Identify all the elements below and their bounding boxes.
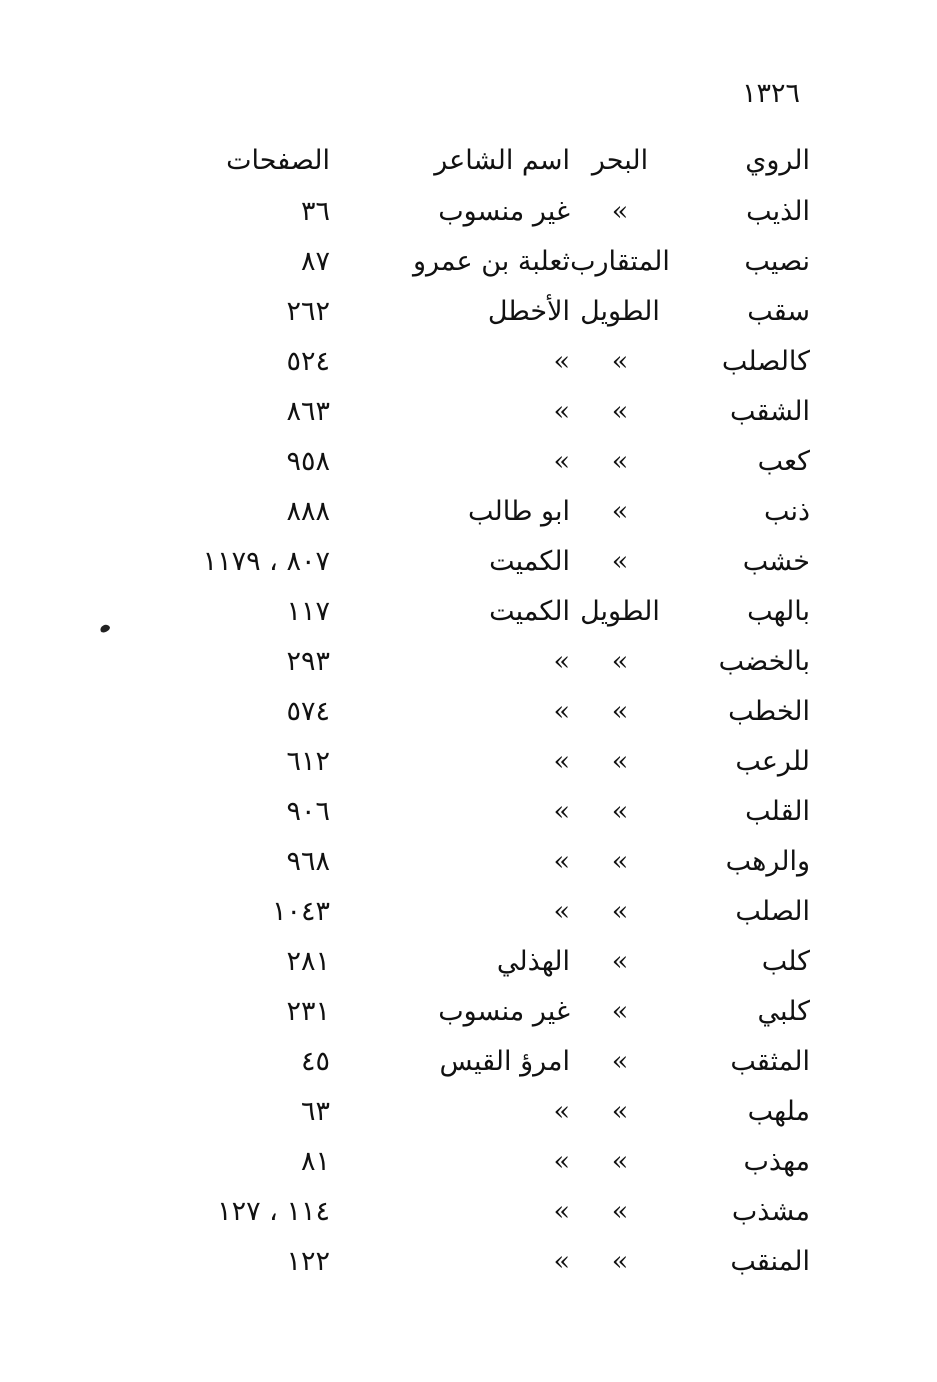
cell-rawi: ذنب: [763, 496, 810, 527]
table-row: [150, 1087, 810, 1137]
cell-poet: الأخطل: [487, 296, 570, 327]
cell-bahr: »: [611, 396, 629, 427]
cell-pages: ٨٠٧ ، ١١٧٩: [202, 546, 330, 577]
cell-bahr: »: [611, 996, 629, 1027]
cell-poet: الكميت: [489, 596, 570, 627]
cell-rawi: للرعب: [735, 746, 810, 777]
header-poet: اسم الشاعر: [434, 145, 570, 176]
cell-bahr: »: [611, 1246, 629, 1277]
cell-poet: »: [553, 346, 570, 377]
cell-pages: ٣٦: [300, 196, 330, 227]
cell-poet: »: [553, 1146, 570, 1177]
cell-pages: ٨١: [300, 1146, 330, 1177]
cell-rawi: والرهب: [725, 846, 810, 877]
cell-rawi: كلبي: [757, 996, 810, 1027]
cell-bahr: »: [611, 846, 629, 877]
cell-pages: ٩٦٨: [286, 846, 330, 877]
table-row: [150, 687, 810, 737]
table-body: [150, 187, 810, 1287]
cell-pages: ٩٥٨: [286, 446, 330, 477]
cell-bahr: »: [611, 496, 629, 527]
table-row: [150, 887, 810, 937]
cell-pages: ٢٩٣: [286, 646, 330, 677]
cell-bahr: »: [611, 696, 629, 727]
cell-rawi: مهذب: [743, 1146, 810, 1177]
cell-rawi: كعب: [757, 446, 810, 477]
cell-rawi: كلب: [761, 946, 810, 977]
table-row: [150, 1187, 810, 1237]
cell-pages: ٤٥: [300, 1046, 330, 1077]
cell-rawi: نصيب: [744, 246, 810, 277]
cell-bahr: الطويل: [580, 596, 660, 627]
table-row: [150, 737, 810, 787]
cell-poet: ثعلبة بن عمرو: [413, 246, 570, 277]
cell-rawi: بالهب: [747, 596, 810, 627]
cell-poet: غير منسوب: [438, 196, 570, 227]
cell-pages: ٩٠٦: [286, 796, 330, 827]
table-row: [150, 487, 810, 537]
table-row: [150, 237, 810, 287]
cell-pages: ٥٧٤: [286, 696, 330, 727]
cell-poet: غير منسوب: [438, 996, 570, 1027]
cell-poet: »: [553, 646, 570, 677]
cell-rawi: الشقب: [730, 396, 810, 427]
cell-bahr: الطويل: [580, 296, 660, 327]
header-bahr: البحر: [591, 145, 649, 176]
cell-pages: ٦٣: [300, 1096, 330, 1127]
cell-bahr: »: [611, 1046, 629, 1077]
cell-rawi: ملهب: [747, 1096, 810, 1127]
cell-poet: امرؤ القيس: [439, 1046, 570, 1077]
cell-poet: ابو طالب: [467, 496, 570, 527]
cell-rawi: كالصلب: [721, 346, 810, 377]
table-row: [150, 987, 810, 1037]
ink-mark: [99, 623, 111, 634]
cell-pages: ٨٧: [300, 246, 330, 277]
cell-pages: ١٠٤٣: [271, 896, 330, 927]
cell-poet: »: [553, 446, 570, 477]
header-pages: الصفحات: [226, 145, 330, 176]
table-row: [150, 1237, 810, 1287]
cell-bahr: »: [611, 746, 629, 777]
cell-poet: الهذلي: [496, 946, 570, 977]
table-row: [150, 287, 810, 337]
cell-bahr: »: [611, 946, 629, 977]
table-row: [150, 187, 810, 237]
table-row: [150, 787, 810, 837]
cell-rawi: القلب: [745, 796, 810, 827]
cell-bahr: »: [611, 1146, 629, 1177]
table-row: [150, 937, 810, 987]
cell-pages: ١١٤ ، ١٢٧: [217, 1196, 330, 1227]
rhyme-index-table: [150, 135, 810, 1287]
cell-poet: »: [553, 746, 570, 777]
cell-poet: »: [553, 846, 570, 877]
cell-pages: ٨٨٨: [286, 496, 330, 527]
cell-bahr: »: [611, 1196, 629, 1227]
cell-rawi: المثقب: [730, 1046, 810, 1077]
cell-rawi: بالخضب: [718, 646, 810, 677]
cell-rawi: المنقب: [730, 1246, 810, 1277]
cell-bahr: »: [611, 346, 629, 377]
cell-pages: ١٢٢: [286, 1246, 330, 1277]
cell-pages: ١١٧: [286, 596, 330, 627]
table-row: [150, 837, 810, 887]
table-row: [150, 637, 810, 687]
table-row: [150, 1137, 810, 1187]
cell-poet: الكميت: [489, 546, 570, 577]
cell-rawi: الخطب: [728, 696, 810, 727]
cell-poet: »: [553, 896, 570, 927]
table-header: [150, 135, 810, 187]
cell-pages: ٢٣١: [286, 996, 330, 1027]
cell-pages: ٥٢٤: [286, 346, 330, 377]
cell-pages: ٨٦٣: [286, 396, 330, 427]
cell-poet: »: [553, 1196, 570, 1227]
cell-pages: ٢٦٢: [286, 296, 330, 327]
table-row: [150, 587, 810, 637]
cell-rawi: مشذب: [731, 1196, 810, 1227]
cell-poet: »: [553, 796, 570, 827]
cell-bahr: »: [611, 196, 629, 227]
cell-bahr: »: [611, 446, 629, 477]
cell-bahr: »: [611, 896, 629, 927]
page-number: ١٣٢٦: [741, 78, 800, 109]
table-row: [150, 1037, 810, 1087]
table-row: [150, 337, 810, 387]
cell-bahr: »: [611, 546, 629, 577]
cell-poet: »: [553, 1096, 570, 1127]
cell-pages: ٢٨١: [286, 946, 330, 977]
cell-poet: »: [553, 396, 570, 427]
cell-rawi: الذيب: [746, 196, 810, 227]
cell-rawi: خشب: [742, 546, 810, 577]
table-row: [150, 437, 810, 487]
cell-bahr: المتقارب: [570, 246, 670, 277]
cell-poet: »: [553, 1246, 570, 1277]
cell-bahr: »: [611, 646, 629, 677]
header-rawi: الروي: [745, 145, 810, 176]
cell-pages: ٦١٢: [286, 746, 330, 777]
cell-poet: »: [553, 696, 570, 727]
cell-rawi: الصلب: [735, 896, 810, 927]
cell-bahr: »: [611, 1096, 629, 1127]
cell-rawi: سقب: [747, 296, 810, 327]
table-row: [150, 537, 810, 587]
cell-bahr: »: [611, 796, 629, 827]
table-row: [150, 387, 810, 437]
